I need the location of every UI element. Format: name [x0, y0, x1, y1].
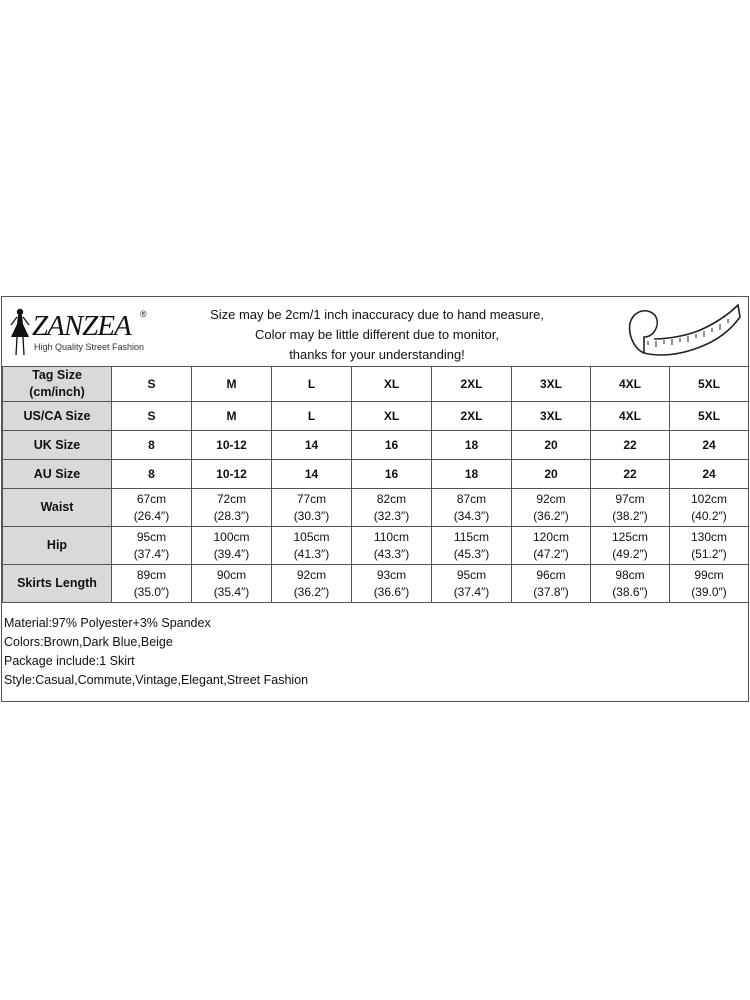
registered-mark: ®: [140, 309, 147, 319]
material-text: Material:97% Polyester+3% Spandex: [4, 616, 211, 630]
measure-cell: 95cm (37.4″): [112, 527, 192, 565]
measure-cell: 93cm (36.6″): [352, 565, 432, 603]
measure-cell: 77cm (30.3″): [272, 489, 352, 527]
size-cell: XL: [352, 402, 432, 431]
measure-cell: 105cm (41.3″): [272, 527, 352, 565]
hip-row: [3, 527, 749, 565]
brand-logo: [8, 307, 158, 357]
measure-cell: 90cm (35.4″): [192, 565, 272, 603]
waist-row: [3, 489, 749, 527]
measure-cell: 115cm (45.3″): [432, 527, 512, 565]
colors-text: Colors:Brown,Dark Blue,Beige: [4, 635, 173, 649]
size-cell: 22: [591, 431, 670, 460]
size-cell: M: [192, 367, 272, 402]
size-cell: 24: [670, 460, 749, 489]
measure-cell: 92cm (36.2″): [512, 489, 591, 527]
size-cell: M: [192, 402, 272, 431]
chart-header: [2, 297, 748, 366]
measure-cell: 110cm (43.3″): [352, 527, 432, 565]
size-cell: 2XL: [432, 367, 512, 402]
size-cell: 8: [112, 460, 192, 489]
measure-cell: 92cm (36.2″): [272, 565, 352, 603]
size-cell: S: [112, 367, 192, 402]
size-cell: 24: [670, 431, 749, 460]
size-cell: 8: [112, 431, 192, 460]
size-cell: XL: [352, 367, 432, 402]
size-cell: 5XL: [670, 402, 749, 431]
row-label: Tag Size (cm/inch): [3, 367, 112, 402]
row-label: AU Size: [3, 460, 112, 489]
size-table: [2, 366, 749, 603]
measure-cell: 120cm (47.2″): [512, 527, 591, 565]
measure-cell: 102cm (40.2″): [670, 489, 749, 527]
measure-cell: 87cm (34.3″): [432, 489, 512, 527]
row-label: Hip: [3, 527, 112, 565]
tag-size-row: [3, 367, 749, 402]
us-ca-size-row: [3, 402, 749, 431]
skirts-length-row: [3, 565, 749, 603]
size-cell: S: [112, 402, 192, 431]
brand-name: ZANZEA: [32, 310, 131, 342]
measure-cell: 67cm (26.4″): [112, 489, 192, 527]
notice-line: Color may be little different due to monitor,: [255, 327, 499, 342]
au-size-row: [3, 460, 749, 489]
measure-cell: 98cm (38.6″): [591, 565, 670, 603]
measure-cell: 125cm (49.2″): [591, 527, 670, 565]
measurement-notice: [162, 305, 592, 365]
package-text: Package include:1 Skirt: [4, 654, 135, 668]
woman-silhouette-icon: [8, 307, 32, 357]
row-label: US/CA Size: [3, 402, 112, 431]
row-label: Skirts Length: [3, 565, 112, 603]
style-text: Style:Casual,Commute,Vintage,Elegant,Street Fashion: [4, 673, 309, 687]
size-cell: 18: [432, 431, 512, 460]
size-cell: 2XL: [432, 402, 512, 431]
measure-cell: 95cm (37.4″): [432, 565, 512, 603]
size-cell: 14: [272, 431, 352, 460]
uk-size-row: [3, 431, 749, 460]
measuring-tape-icon: [620, 303, 744, 363]
size-cell: 14: [272, 460, 352, 489]
brand-tagline: High Quality Street Fashion: [34, 342, 145, 352]
size-cell: L: [272, 402, 352, 431]
measure-cell: 89cm (35.0″): [112, 565, 192, 603]
row-label: Waist: [3, 489, 112, 527]
measure-cell: 130cm (51.2″): [670, 527, 749, 565]
product-info: [4, 614, 308, 690]
size-cell: 4XL: [591, 402, 670, 431]
measure-cell: 97cm (38.2″): [591, 489, 670, 527]
measure-cell: 82cm (32.3″): [352, 489, 432, 527]
size-cell: 16: [352, 431, 432, 460]
size-chart-card: [1, 296, 749, 702]
notice-line: thanks for your understanding!: [289, 347, 465, 362]
size-cell: 3XL: [512, 367, 591, 402]
size-cell: 20: [512, 431, 591, 460]
measure-cell: 96cm (37.8″): [512, 565, 591, 603]
size-cell: L: [272, 367, 352, 402]
row-label: UK Size: [3, 431, 112, 460]
size-cell: 18: [432, 460, 512, 489]
measure-cell: 99cm (39.0″): [670, 565, 749, 603]
size-cell: 16: [352, 460, 432, 489]
size-cell: 4XL: [591, 367, 670, 402]
size-cell: 3XL: [512, 402, 591, 431]
size-cell: 20: [512, 460, 591, 489]
notice-line: Size may be 2cm/1 inch inaccuracy due to hand measure,: [210, 307, 544, 322]
size-cell: 10-12: [192, 431, 272, 460]
size-cell: 22: [591, 460, 670, 489]
size-cell: 5XL: [670, 367, 749, 402]
size-cell: 10-12: [192, 460, 272, 489]
measure-cell: 100cm (39.4″): [192, 527, 272, 565]
measure-cell: 72cm (28.3″): [192, 489, 272, 527]
